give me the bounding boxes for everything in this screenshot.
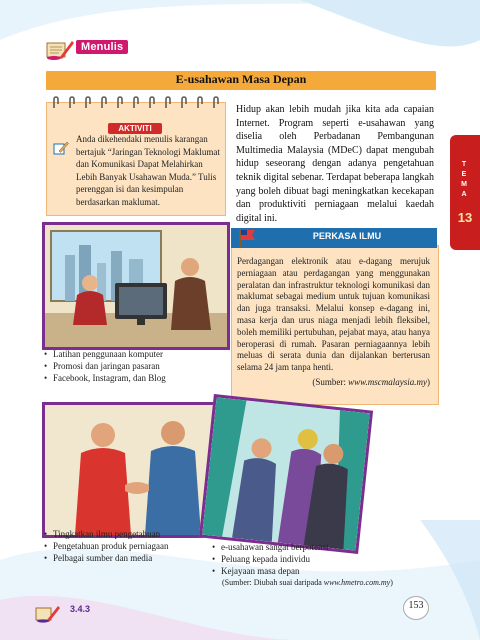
list-item: • Kejayaan masa depan	[212, 565, 387, 577]
page-number: 153	[408, 600, 424, 611]
list-potential-points	[212, 541, 387, 577]
tema-number: 13	[457, 210, 473, 225]
illustration-award-ceremony	[199, 394, 373, 554]
spiral-binding-rings	[48, 96, 224, 110]
office-computer-illustration	[45, 225, 227, 347]
aktiviti-label: AKTIVITI	[46, 118, 224, 136]
writing-pencil-icon	[44, 37, 74, 61]
aktiviti-instruction-text: Anda dikehendaki menulis karangan bertajuk “Jaringan Teknologi Maklumat dan Komunikasi Dapat Melahirkan Lebih Banyak Usahawan Muda.” Tulis perenggan isi dan kesimpulan berdasarkan maklumat.	[76, 134, 220, 207]
list-item: • e-usahawan sangat berpotensi	[212, 541, 387, 553]
intro-paragraph: Hidup akan lebih mudah jika kita ada capaian Internet. Program seperti e-usahawan yang diselia oleh Perbadanan Pembangunan Multimedia Malaysia (MDeC) dapat mengubah hidup seseorang dengan adanya pengetahuan teknik digital sebenar. Terdapat beberapa langkah yang boleh dibuat bagi meningkatkan kecekapan dan produktiviti perniagaan melalui kaedah digital ini.	[236, 104, 434, 224]
section-tag-menulis: Menulis	[76, 40, 128, 54]
list-item: • Latihan penggunaan komputer	[44, 348, 229, 360]
award-ceremony-illustration	[202, 397, 370, 550]
standard-code: 3.4.3	[70, 604, 91, 614]
source-citation: (Sumber: Diubah suai daripada www.hmetro.com.my)	[222, 578, 393, 587]
list-item: • Facebook, Instagram, dan Blog	[44, 372, 229, 384]
list-item: • Pelbagai sumber dan media	[44, 552, 219, 564]
list-item: • Peluang kepada individu	[212, 553, 387, 565]
list-knowledge-points	[44, 528, 219, 564]
pencil-icon	[53, 140, 69, 156]
tema-label: T E M A	[461, 161, 467, 198]
perkasa-source: (Sumber: www.mscmalaysia.my)	[312, 377, 430, 387]
perkasa-ilmu-label: PERKASA ILMU	[312, 231, 382, 241]
list-training-points	[44, 348, 229, 384]
perkasa-ilmu-text: Perdagangan elektronik atau e-dagang merujuk perniagaan atau perdagangan yang menggunakan peralatan dan infrastruktur teknologi komunikasi dan maklumat sebagai medium untuk tujuan komunikasi dan juga transaksi. Melalui konsep e-dagang ini, masa kerja dan urus niaga menjadi lebih fleksibel, boleh memiliki pertubuhan, pejabat maya, atau hanya beroperasi di rumah. Pasaran perniagaannya lebih meluas di serata dunia dan dijalankan berterusan selama 24 jam tanpa henti.	[237, 256, 430, 373]
page-title: E-usahawan Masa Depan	[175, 72, 307, 86]
illustration-computer-training	[42, 222, 230, 350]
writing-pencil-icon	[34, 603, 60, 623]
flag-icon	[236, 226, 258, 248]
list-item: • Promosi dan jaringan pasaran	[44, 360, 229, 372]
list-item: • Tingkatkan ilmu pengetahuan	[44, 528, 219, 540]
list-item: • Pengetahuan produk perniagaan	[44, 540, 219, 552]
